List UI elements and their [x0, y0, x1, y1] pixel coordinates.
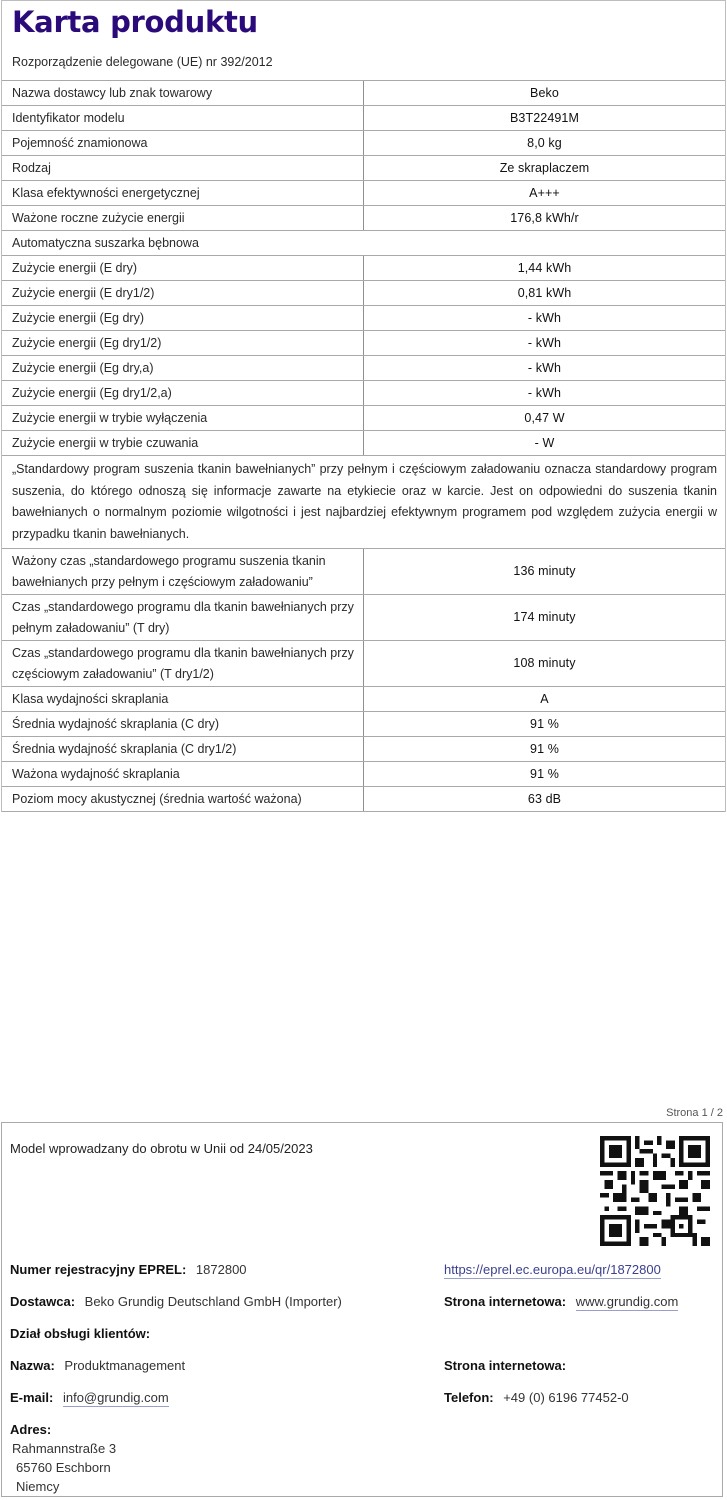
row-label: Ważony czas „standardowego programu suszenia tkanin bawełnianych przy pełnym i częściowym załadowaniu”: [2, 549, 364, 595]
row-label: Nazwa dostawcy lub znak towarowy: [2, 81, 364, 106]
table-row: [2, 787, 725, 812]
name-label: Nazwa:: [10, 1358, 55, 1373]
address-city: 65760 Eschborn: [16, 1460, 111, 1475]
footer-info-box: [1, 1122, 723, 1497]
row-value: 174 minuty: [364, 595, 726, 641]
phone-row: [444, 1390, 629, 1405]
table-row: [2, 549, 725, 595]
row-value: A: [364, 687, 726, 712]
table-row: [2, 181, 725, 206]
email-label: E-mail:: [10, 1390, 54, 1405]
row-label: Zużycie energii w trybie czuwania: [2, 431, 364, 456]
row-label: Zużycie energii (Eg dry,a): [2, 356, 364, 381]
row-value: 0,47 W: [364, 406, 726, 431]
table-row: [2, 131, 725, 156]
row-value: 0,81 kWh: [364, 281, 726, 306]
table-row: [2, 156, 725, 181]
row-value: A+++: [364, 181, 726, 206]
page-indicator: Strona 1 / 2: [666, 1107, 723, 1119]
phone-value: +49 (0) 6196 77452-0: [503, 1390, 629, 1405]
table-row: [2, 406, 725, 431]
service-website-label: Strona internetowa:: [444, 1358, 567, 1373]
table-row: [2, 256, 725, 281]
address-block: [12, 1439, 116, 1496]
row-label: Ważone roczne zużycie energii: [2, 206, 364, 231]
row-label: Klasa wydajności skraplania: [2, 687, 364, 712]
website-link[interactable]: www.grundig.com: [575, 1294, 679, 1309]
row-value: 8,0 kg: [364, 131, 726, 156]
table-row: [2, 281, 725, 306]
table-row: [2, 81, 725, 106]
email-row: [10, 1390, 169, 1405]
row-label: Rodzaj: [2, 156, 364, 181]
row-value: - kWh: [364, 306, 726, 331]
supplier-value: Beko Grundig Deutschland GmbH (Importer): [84, 1294, 342, 1309]
eprel-url-row: [444, 1262, 661, 1277]
row-label: Identyfikator modelu: [2, 106, 364, 131]
table-row: [2, 687, 725, 712]
row-value: Ze skraplaczem: [364, 156, 726, 181]
table-row: [2, 431, 725, 456]
table-row: [2, 712, 725, 737]
row-value: 1,44 kWh: [364, 256, 726, 281]
table-row: [2, 381, 725, 406]
product-sheet: [1, 0, 726, 812]
customer-service-label: Dział obsługi klientów:: [10, 1326, 151, 1341]
row-label: Poziom mocy akustycznej (średnia wartość ważona): [2, 787, 364, 812]
page-title: Karta produktu: [12, 5, 258, 39]
row-value: Beko: [364, 81, 726, 106]
supplier-label: Dostawca:: [10, 1294, 76, 1309]
table-row: [2, 206, 725, 231]
row-label: Zużycie energii (Eg dry1/2): [2, 331, 364, 356]
row-label: Zużycie energii w trybie wyłączenia: [2, 406, 364, 431]
row-label: Pojemność znamionowa: [2, 131, 364, 156]
email-link[interactable]: info@grundig.com: [62, 1390, 169, 1405]
row-value: 63 dB: [364, 787, 726, 812]
customer-service-heading: [10, 1326, 150, 1341]
service-name-row: [10, 1358, 185, 1373]
table-row: [2, 595, 725, 641]
row-value: 136 minuty: [364, 549, 726, 595]
eprel-label: Numer rejestracyjny EPREL:: [10, 1262, 187, 1277]
row-value: - W: [364, 431, 726, 456]
spec-table: [2, 80, 725, 812]
address-country: Niemcy: [16, 1479, 60, 1494]
row-value: 108 minuty: [364, 641, 726, 687]
eprel-link[interactable]: https://eprel.ec.europa.eu/qr/1872800: [444, 1262, 661, 1277]
row-label: Zużycie energii (E dry1/2): [2, 281, 364, 306]
table-row: [2, 306, 725, 331]
phone-label: Telefon:: [444, 1390, 494, 1405]
note-row: [2, 456, 725, 549]
row-value: - kWh: [364, 356, 726, 381]
row-value: 176,8 kWh/r: [364, 206, 726, 231]
row-value: 91 %: [364, 712, 726, 737]
address-street: Rahmannstraße 3: [12, 1441, 117, 1456]
table-row: [2, 762, 725, 787]
row-label: Średnia wydajność skraplania (C dry): [2, 712, 364, 737]
row-label: Ważona wydajność skraplania: [2, 762, 364, 787]
service-website-row: [444, 1358, 566, 1373]
website-label: Strona internetowa:: [444, 1294, 567, 1309]
row-value: - kWh: [364, 331, 726, 356]
table-row: [2, 331, 725, 356]
qr-code-icon[interactable]: [600, 1136, 710, 1246]
regulation-reference: Rozporządzenie delegowane (UE) nr 392/2012: [12, 55, 273, 69]
table-row: [2, 356, 725, 381]
table-row: [2, 737, 725, 762]
eprel-number: 1872800: [195, 1262, 247, 1277]
address-label: Adres:: [10, 1422, 52, 1437]
row-label: Czas „standardowego programu dla tkanin bawełnianych przy częściowym załadowaniu” (T dry1/2): [2, 641, 364, 687]
name-value: Produktmanagement: [64, 1358, 186, 1373]
row-label: Średnia wydajność skraplania (C dry1/2): [2, 737, 364, 762]
eprel-registration: [10, 1262, 247, 1277]
row-label: Zużycie energii (E dry): [2, 256, 364, 281]
section-label: Automatyczna suszarka bębnowa: [2, 231, 725, 256]
market-date-text: Model wprowadzany do obrotu w Unii od 24/05/2023: [10, 1141, 313, 1156]
supplier-row: [10, 1294, 342, 1309]
row-label: Zużycie energii (Eg dry1/2,a): [2, 381, 364, 406]
row-value: 91 %: [364, 762, 726, 787]
row-label: Zużycie energii (Eg dry): [2, 306, 364, 331]
table-row: [2, 641, 725, 687]
supplier-website-row: [444, 1294, 678, 1309]
section-row: [2, 231, 725, 256]
row-label: Klasa efektywności energetycznej: [2, 181, 364, 206]
row-value: - kWh: [364, 381, 726, 406]
row-value: B3T22491M: [364, 106, 726, 131]
row-label: Czas „standardowego programu dla tkanin bawełnianych przy pełnym załadowaniu” (T dry): [2, 595, 364, 641]
program-note: „Standardowy program suszenia tkanin bawełnianych” przy pełnym i częściowym załadowaniu oznacza standardowy program suszenia, do którego odnoszą się informacje zawarte na etykiecie oraz w karcie. Jest on odpowiedni do suszenia tkanin bawełnianych o normalnym poziomie wilgotności i jest najbardziej efektywnym programem pod względem zużycia energii w przypadku tkanin bawełnianych.: [2, 456, 725, 549]
table-row: [2, 106, 725, 131]
address-heading: [10, 1422, 51, 1437]
row-value: 91 %: [364, 737, 726, 762]
